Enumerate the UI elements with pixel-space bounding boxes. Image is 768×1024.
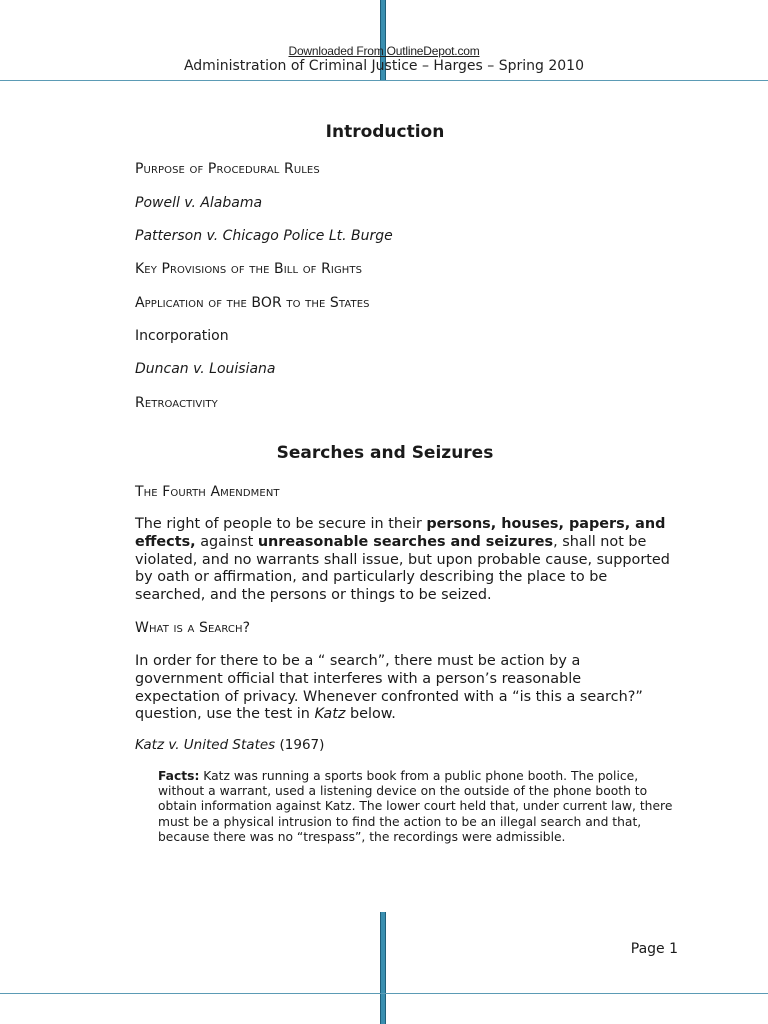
- searches-heading: Searches and Seizures: [276, 443, 494, 463]
- fourth-amendment-text: The right of people to be secure in their persons, houses, papers, and effects, against unreasonable searches and seizures, shall not be violated, and no warrants shall issue, but upon probable cause, supported by oath or affirmation, and particularly describing the place to be searched, and the persons or things to be seized.: [135, 516, 670, 604]
- katz-case-title: Katz v. United States (1967): [135, 737, 325, 753]
- katz-facts: Facts: Katz was running a sports book from a public phone booth. The police, without a warrant, used a listening device on the outside of the phone booth to obtain information against Katz. The lower court held that, under current law, there must be a physical intrusion to find the action to be an illegal search and that, because there was no “trespass”, the recordings were admissible.: [158, 769, 673, 844]
- intro-item-key-provisions: Key Provisions of the Bill of Rights: [135, 261, 363, 277]
- intro-item-purpose: Purpose of Procedural Rules: [135, 161, 320, 177]
- footer-rule: [0, 993, 768, 994]
- intro-item-incorporation: Incorporation: [135, 328, 229, 344]
- download-source-link[interactable]: Downloaded From OutlineDepot.com: [288, 44, 480, 58]
- page-number: Page 1: [630, 941, 678, 957]
- intro-item-powell: Powell v. Alabama: [135, 195, 263, 211]
- intro-item-retroactivity: Retroactivity: [135, 395, 218, 411]
- intro-item-duncan: Duncan v. Louisiana: [135, 361, 276, 377]
- intro-item-application-bor: Application of the BOR to the States: [135, 295, 370, 311]
- bottom-center-marker: [380, 912, 386, 1024]
- header-rule: [0, 80, 768, 81]
- search-definition-text: In order for there to be a “ search”, there must be action by a government official that interferes with a person’s reasonable expectation of privacy. Whenever confronted with a “is this a search?” question, use the test in Katz below.: [135, 653, 643, 723]
- course-header: Administration of Criminal Justice – Harges – Spring 2010: [183, 58, 585, 74]
- fourth-amendment-label: The Fourth Amendment: [135, 484, 280, 500]
- intro-item-patterson: Patterson v. Chicago Police Lt. Burge: [135, 228, 393, 244]
- what-is-search-label: What is a Search?: [135, 620, 251, 636]
- introduction-heading: Introduction: [325, 122, 445, 142]
